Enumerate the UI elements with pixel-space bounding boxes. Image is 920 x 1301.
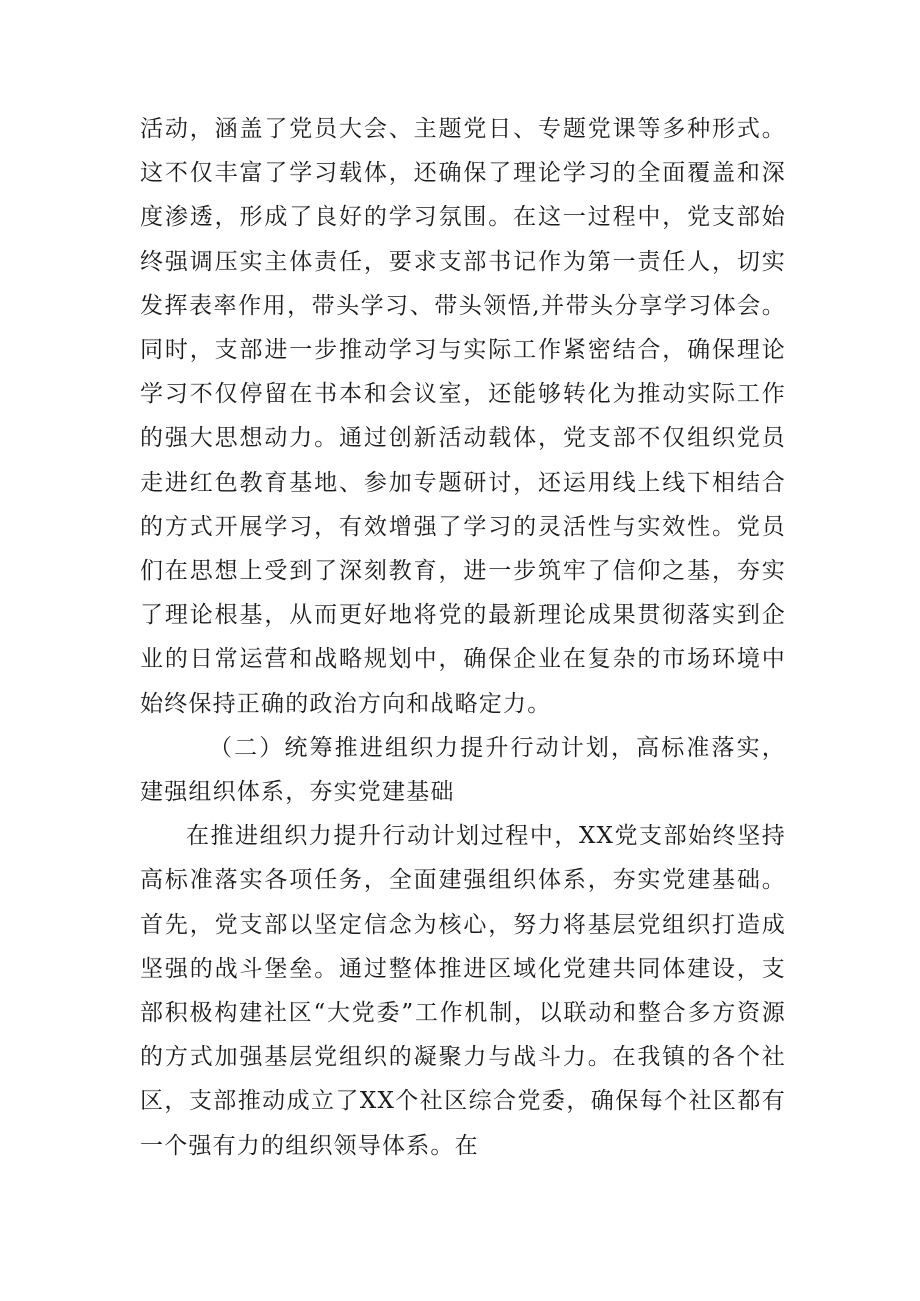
body-paragraph-1: 活动，涵盖了党员大会、主题党日、专题党课等多种形式。这不仅丰富了学习载体，还确保了理论学习的全面覆盖和深度渗透，形成了良好的学习氛围。在这一过程中，党支部始终强调压实主体责任，要求支部书记作为第一责任人，切实发挥表率作用，带头学习、带头领悟,并带头分享学习体会。同时，支部进一步推动学习与实际工作紧密结合，确保理论学习不仅停留在书本和会议室，还能够转化为推动实际工作的强大思想动力。通过创新活动载体，党支部不仅组织党员走进红色教育基地、参加专题研讨，还运用线上线下相结合的方式开展学习，有效增强了学习的灵活性与实效性。党员们在思想上受到了深刻教育，进一步筑牢了信仰之基，夯实了理论根基，从而更好地将党的最新理论成果贯彻落实到企业的日常运营和战略规划中，确保企业在复杂的市场环境中始终保持正确的政治方向和战略定力。 [140, 116, 786, 717]
document-page [140, 107, 786, 1168]
body-paragraph-2: 在推进组织力提升行动计划过程中，XX党支部始终坚持高标准落实各项任务，全面建强组织体系，夯实党建基础。首先，党支部以坚定信念为核心，努力将基层党组织打造成坚强的战斗堡垒。通过整体推进区域化党建共同体建设，支部积极构建社区“大党委”工作机制，以联动和整合多方资源的方式加强基层党组织的凝聚力与战斗力。在我镇的各个社区，支部推动成立了XX个社区综合党委，确保每个社区都有一个强有力的组织领导体系。在 [140, 823, 786, 1159]
section-heading: （二）统筹推进组织力提升行动计划，高标准落实，建强组织体系，夯实党建基础 [140, 734, 786, 806]
